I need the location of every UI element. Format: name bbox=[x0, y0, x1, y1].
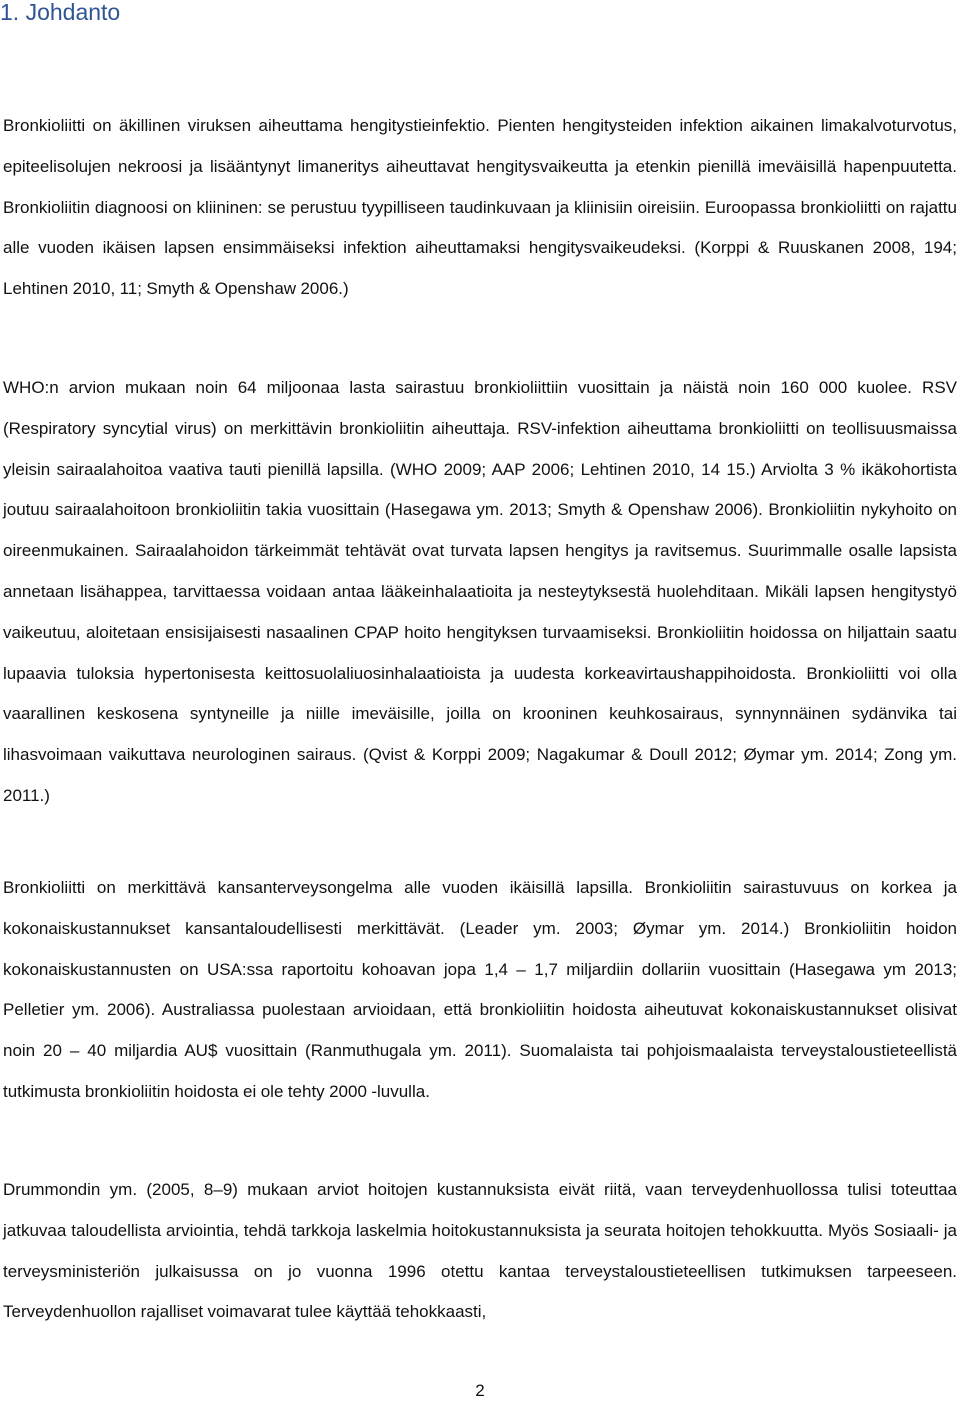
section-heading: 1. Johdanto bbox=[0, 0, 121, 25]
paragraph-text: Drummondin ym. (2005, 8–9) mukaan arviot hoitojen kustannuksista eivät riitä, vaan terveydenhuollossa tulisi toteuttaa jatkuvaa taloudellista arviointia, tehdä tarkkoja laskelmia hoitokustannuksista ja seurata hoitojen tehokkuutta. Myös Sosiaali- ja terveysministeriön julkaisussa on jo vuonna 1996 otettu kantaa terveystaloustieteellisen tutkimuksen tarpeeseen. Terveydenhuollon rajalliset voimavarat tulee käyttää tehokkaasti, bbox=[3, 1180, 957, 1322]
page-number: 2 bbox=[475, 1381, 485, 1400]
paragraph-epidemiology bbox=[3, 368, 957, 817]
paragraph-text: Bronkioliitti on merkittävä kansanterveysongelma alle vuoden ikäisillä lapsilla. Bronkioliitin sairastuvuus on korkea ja kokonaiskustannukset kansantaloudellisesti merkittävät. (Leader ym. 2003; Øymar ym. 2014.) Bronkioliitin hoidon kokonaiskustannusten on USA:ssa raportoitu kohoavan jopa 1,4 – 1,7 miljardiin dollariin vuosittain (Hasegawa ym 2013; Pelletier ym. 2006). Australiassa puolestaan arvioidaan, että bronkioliitin hoidosta aiheutuvat kokonaiskustannukset olisivat noin 20 – 40 miljardia AU$ vuosittain (Ranmuthugala ym. 2011). Suomalaista tai pohjoismaalaista terveystaloustieteellistä tutkimusta bronkioliitin hoidosta ei ole tehty 2000 -luvulla. bbox=[3, 878, 957, 1101]
paragraph-text: Bronkioliitti on äkillinen viruksen aiheuttama hengitystieinfektio. Pienten hengitysteiden infektion aikainen limakalvoturvotus, epiteelisolujen nekroosi ja lisääntynyt limaneritys aiheuttavat hengitysvaikeutta ja etenkin pienillä imeväisillä hapenpuutetta. Bronkioliitin diagnoosi on kliininen: se perustuu tyypilliseen taudinkuvaan ja kliinisiin oireisiin. Euroopassa bronkioliitti on rajattu alle vuoden ikäisen lapsen ensimmäiseksi infektion aiheuttamaksi hengitysvaikeudeksi. (Korppi & Ruuskanen 2008, 194; Lehtinen 2010, 11; Smyth & Openshaw 2006.) bbox=[3, 116, 957, 299]
paragraph-introduction bbox=[3, 106, 957, 310]
paragraph-public-health bbox=[3, 868, 957, 1113]
paragraph-text: WHO:n arvion mukaan noin 64 miljoonaa lasta sairastuu bronkioliittiin vuosittain ja näistä noin 160 000 kuolee. RSV (Respiratory syncytial virus) on merkittävin bronkioliitin aiheuttaja. RSV-infektion aiheuttama bronkioliitti on teollisuusmaissa yleisin sairaalahoitoa vaativa tauti pienillä lapsilla. (WHO 2009; AAP 2006; Lehtinen 2010, 14 15.) Arviolta 3 % ikäkohortista joutuu sairaalahoitoon bronkioliitin takia vuosittain (Hasegawa ym. 2013; Smyth & Openshaw 2006). Bronkioliitin nykyhoito on oireenmukainen. Sairaalahoidon tärkeimmät tehtävät ovat turvata lapsen hengitys ja ravitsemus. Suurimmalle osalle lapsista annetaan lisähappea, tarvittaessa voidaan antaa lääkeinhalaatioita ja nesteytyksestä huolehditaan. Mikäli lapsen hengitystyö vaikeutuu, aloitetaan ensisijaisesti nasaalinen CPAP hoito hengityksen turvaamiseksi. Bronkioliitin hoidossa on hiljattain saatu lupaavia tuloksia hypertonisesta keittosuolaliuosinhalaatioista ja uudesta korkeavirtaushappihoidosta. Bronkioliitti voi olla vaarallinen keskosena syntyneille ja niille imeväisille, joilla on krooninen keuhkosairaus, synnynnäinen sydänvika tai lihasvoimaan vaikuttava neurologinen sairaus. (Qvist & Korppi 2009; Nagakumar & Doull 2012; Øymar ym. 2014; Zong ym. 2011.) bbox=[3, 378, 957, 805]
paragraph-economic-evaluation bbox=[3, 1170, 957, 1333]
